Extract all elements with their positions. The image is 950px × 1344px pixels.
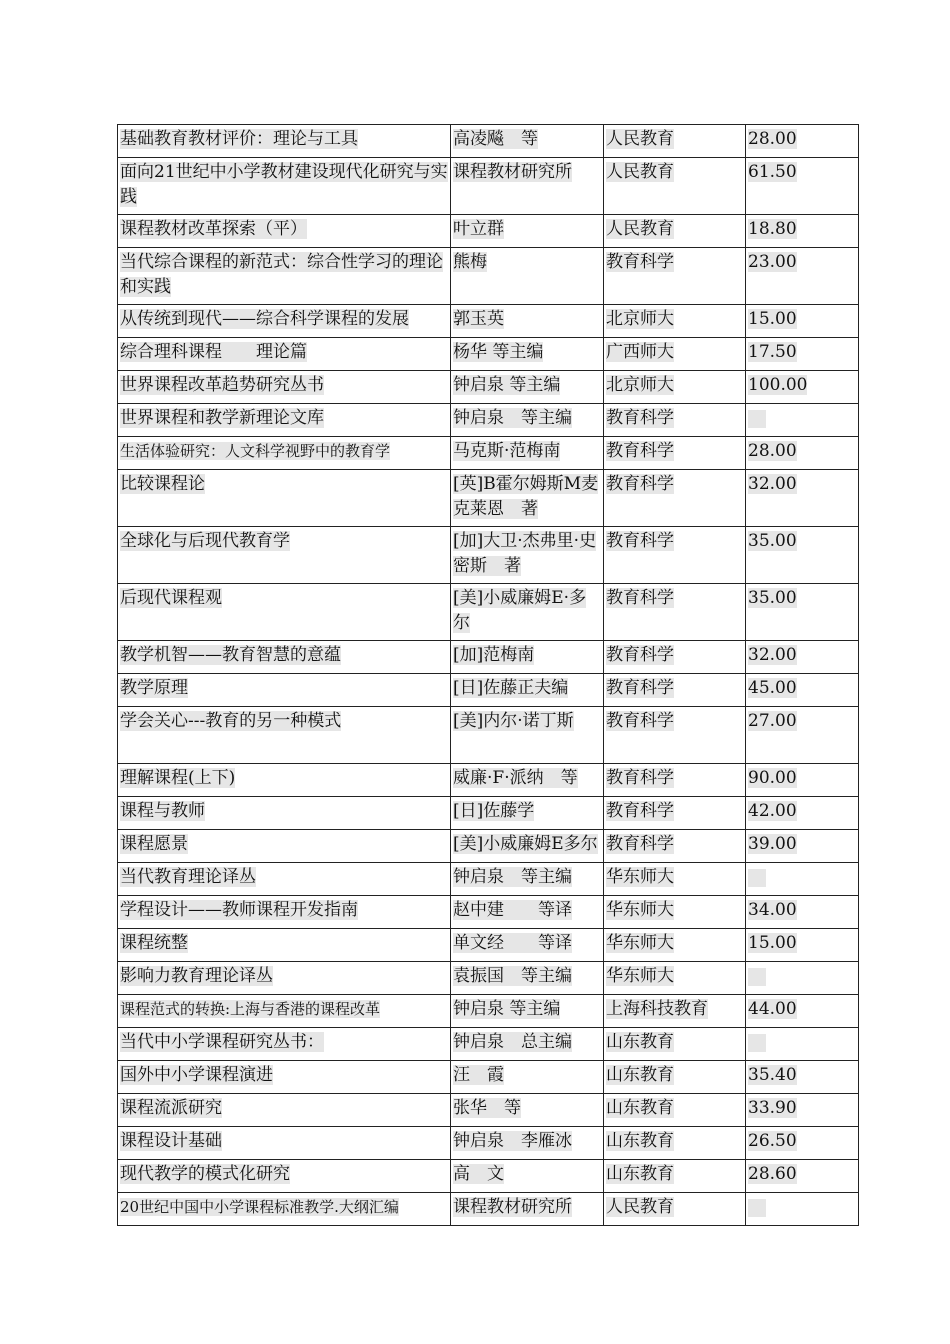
publisher-text: 教育科学 — [606, 645, 674, 665]
price-cell — [746, 215, 859, 248]
table-row — [118, 404, 859, 437]
publisher-cell — [604, 1193, 746, 1226]
author-text: 张华 等 — [453, 1098, 521, 1118]
book-title-text: 理解课程(上下) — [120, 768, 236, 788]
publisher-cell — [604, 215, 746, 248]
price-text: 33.90 — [748, 1098, 797, 1118]
author-text: 钟启泉 等主编 — [453, 375, 561, 395]
book-title-cell — [118, 371, 451, 404]
author-cell — [451, 995, 604, 1028]
price-cell — [746, 248, 859, 305]
publisher-text: 人民教育 — [606, 162, 674, 182]
author-text: 熊梅 — [453, 252, 487, 272]
author-cell — [451, 1160, 604, 1193]
book-title-text: 综合理科课程 理论篇 — [120, 342, 307, 362]
table-row — [118, 764, 859, 797]
price-cell — [746, 1160, 859, 1193]
author-cell — [451, 371, 604, 404]
publisher-cell — [604, 584, 746, 641]
price-cell — [746, 929, 859, 962]
publisher-text: 山东教育 — [606, 1032, 674, 1052]
publisher-text: 北京师大 — [606, 375, 674, 395]
publisher-text: 教育科学 — [606, 408, 674, 428]
publisher-cell — [604, 863, 746, 896]
book-title-cell — [118, 641, 451, 674]
publisher-cell — [604, 1127, 746, 1160]
price-cell — [746, 338, 859, 371]
price-text: 42.00 — [748, 801, 797, 821]
author-text: 高 文 — [453, 1164, 504, 1184]
book-title-cell — [118, 674, 451, 707]
author-cell — [451, 674, 604, 707]
publisher-text: 教育科学 — [606, 834, 674, 854]
book-title-cell — [118, 437, 451, 470]
table-row — [118, 248, 859, 305]
book-title-cell — [118, 764, 451, 797]
publisher-cell — [604, 371, 746, 404]
price-text: 34.00 — [748, 900, 797, 920]
book-title-cell — [118, 1160, 451, 1193]
publisher-cell — [604, 830, 746, 863]
book-title-cell — [118, 1028, 451, 1061]
book-title-text: 教学原理 — [120, 678, 188, 698]
book-title-text: 课程范式的转换:上海与香港的课程改革 — [120, 1000, 381, 1018]
price-text: 39.00 — [748, 834, 797, 854]
price-cell — [746, 470, 859, 527]
price-cell — [746, 797, 859, 830]
author-text: 汪 霞 — [453, 1065, 504, 1085]
book-title-cell — [118, 797, 451, 830]
price-text — [748, 968, 766, 986]
author-text: 高凌飚 等 — [453, 129, 538, 149]
book-title-text: 生活体验研究：人文科学视野中的教育学 — [120, 442, 391, 460]
author-cell — [451, 527, 604, 584]
book-title-text: 当代教育理论译丛 — [120, 867, 256, 887]
book-title-text: 后现代课程观 — [120, 588, 222, 608]
publisher-cell — [604, 962, 746, 995]
book-title-cell — [118, 1193, 451, 1226]
publisher-text: 教育科学 — [606, 531, 674, 551]
book-title-text: 全球化与后现代教育学 — [120, 531, 290, 551]
author-text: [日]佐藤学 — [453, 801, 535, 821]
publisher-text: 教育科学 — [606, 441, 674, 461]
author-text: 钟启泉 等主编 — [453, 999, 561, 1019]
publisher-cell — [604, 125, 746, 158]
price-cell — [746, 1094, 859, 1127]
book-title-cell — [118, 962, 451, 995]
book-title-cell — [118, 863, 451, 896]
price-text: 32.00 — [748, 645, 797, 665]
price-cell — [746, 371, 859, 404]
publisher-text: 北京师大 — [606, 309, 674, 329]
table-row — [118, 995, 859, 1028]
table-row — [118, 641, 859, 674]
author-cell — [451, 248, 604, 305]
publisher-cell — [604, 1160, 746, 1193]
book-title-cell — [118, 584, 451, 641]
price-cell — [746, 641, 859, 674]
price-cell — [746, 584, 859, 641]
book-title-cell — [118, 929, 451, 962]
author-text: 赵中建 等译 — [453, 900, 572, 920]
book-title-cell — [118, 338, 451, 371]
author-cell — [451, 1061, 604, 1094]
author-cell — [451, 896, 604, 929]
author-text: 威廉·F·派纳 等 — [453, 768, 578, 788]
author-cell — [451, 764, 604, 797]
price-cell — [746, 896, 859, 929]
publisher-text: 教育科学 — [606, 252, 674, 272]
publisher-cell — [604, 641, 746, 674]
author-cell — [451, 1028, 604, 1061]
price-text — [748, 869, 766, 887]
publisher-cell — [604, 527, 746, 584]
publisher-text: 教育科学 — [606, 801, 674, 821]
publisher-cell — [604, 437, 746, 470]
price-cell — [746, 437, 859, 470]
table-row — [118, 527, 859, 584]
price-text: 61.50 — [748, 162, 797, 182]
publisher-text: 教育科学 — [606, 678, 674, 698]
book-title-text: 国外中小学课程演进 — [120, 1065, 273, 1085]
author-cell — [451, 404, 604, 437]
price-text: 18.80 — [748, 219, 797, 239]
author-text: 郭玉英 — [453, 309, 504, 329]
publisher-cell — [604, 248, 746, 305]
book-title-cell — [118, 125, 451, 158]
book-title-text: 课程愿景 — [120, 834, 188, 854]
publisher-text: 教育科学 — [606, 474, 674, 494]
book-title-cell — [118, 248, 451, 305]
publisher-cell — [604, 305, 746, 338]
price-text: 44.00 — [748, 999, 797, 1019]
author-cell — [451, 470, 604, 527]
author-text: [加]范梅南 — [453, 645, 535, 665]
author-cell — [451, 338, 604, 371]
book-title-text: 比较课程论 — [120, 474, 205, 494]
price-text: 23.00 — [748, 252, 797, 272]
author-cell — [451, 584, 604, 641]
author-text: [日]佐藤正夫编 — [453, 678, 569, 698]
author-text: 袁振国 等主编 — [453, 966, 572, 986]
author-text: 课程教材研究所 — [453, 162, 572, 182]
table-row — [118, 896, 859, 929]
author-cell — [451, 707, 604, 764]
book-title-cell — [118, 404, 451, 437]
price-text: 28.00 — [748, 129, 797, 149]
publisher-cell — [604, 470, 746, 527]
table-row — [118, 929, 859, 962]
table-row — [118, 125, 859, 158]
book-title-text: 20世纪中国中小学课程标准教学.大纲汇编 — [120, 1198, 399, 1216]
table-row — [118, 1160, 859, 1193]
price-text: 28.60 — [748, 1164, 797, 1184]
table-row — [118, 1061, 859, 1094]
book-title-cell — [118, 215, 451, 248]
publisher-cell — [604, 1028, 746, 1061]
table-row — [118, 1127, 859, 1160]
price-text: 28.00 — [748, 441, 797, 461]
author-text: [美]内尔·诺丁斯 — [453, 711, 574, 731]
publisher-text: 教育科学 — [606, 711, 674, 731]
publisher-text: 教育科学 — [606, 768, 674, 788]
table-row — [118, 962, 859, 995]
author-text: 课程教材研究所 — [453, 1197, 572, 1217]
price-text: 35.40 — [748, 1065, 797, 1085]
price-text: 27.00 — [748, 711, 797, 731]
price-cell — [746, 863, 859, 896]
publisher-text: 上海科技教育 — [606, 999, 708, 1019]
author-cell — [451, 1193, 604, 1226]
price-cell — [746, 707, 859, 764]
publisher-text: 山东教育 — [606, 1164, 674, 1184]
table-row — [118, 1094, 859, 1127]
author-text: 单文经 等译 — [453, 933, 572, 953]
author-cell — [451, 962, 604, 995]
price-text: 45.00 — [748, 678, 797, 698]
table-row — [118, 830, 859, 863]
price-cell — [746, 158, 859, 215]
book-title-text: 课程与教师 — [120, 801, 205, 821]
price-cell — [746, 1028, 859, 1061]
table-row — [118, 215, 859, 248]
publisher-cell — [604, 995, 746, 1028]
book-title-text: 现代教学的模式化研究 — [120, 1164, 290, 1184]
book-title-text: 课程教材改革探索（平） — [120, 219, 307, 239]
price-cell — [746, 764, 859, 797]
book-title-cell — [118, 305, 451, 338]
price-cell — [746, 995, 859, 1028]
publisher-cell — [604, 338, 746, 371]
author-cell — [451, 1094, 604, 1127]
author-text: 叶立群 — [453, 219, 504, 239]
book-title-text: 从传统到现代——综合科学课程的发展 — [120, 309, 409, 329]
author-text: 钟启泉 等主编 — [453, 867, 572, 887]
publisher-text: 人民教育 — [606, 1197, 674, 1217]
book-title-text: 面向21世纪中小学教材建设现代化研究与实践 — [120, 162, 448, 207]
table-row — [118, 863, 859, 896]
publisher-cell — [604, 404, 746, 437]
publisher-cell — [604, 896, 746, 929]
author-text: 钟启泉 李雁冰 — [453, 1131, 572, 1151]
price-cell — [746, 1193, 859, 1226]
price-cell — [746, 404, 859, 437]
table-row — [118, 305, 859, 338]
price-text — [748, 410, 766, 428]
table-row — [118, 1193, 859, 1226]
book-title-cell — [118, 1127, 451, 1160]
book-title-cell — [118, 158, 451, 215]
price-text: 100.00 — [748, 375, 808, 395]
table-row — [118, 797, 859, 830]
price-text: 32.00 — [748, 474, 797, 494]
table-row — [118, 470, 859, 527]
author-cell — [451, 863, 604, 896]
price-text: 15.00 — [748, 933, 797, 953]
book-title-text: 当代综合课程的新范式：综合性学习的理论和实践 — [120, 252, 443, 297]
publisher-cell — [604, 158, 746, 215]
book-title-text: 学程设计——教师课程开发指南 — [120, 900, 358, 920]
book-title-cell — [118, 830, 451, 863]
publisher-cell — [604, 929, 746, 962]
price-cell — [746, 1061, 859, 1094]
price-cell — [746, 527, 859, 584]
author-text: [美]小威廉姆E多尔 — [453, 834, 598, 854]
author-text: 钟启泉 总主编 — [453, 1032, 572, 1052]
price-text: 17.50 — [748, 342, 797, 362]
publisher-text: 华东师大 — [606, 966, 674, 986]
book-title-text: 课程流派研究 — [120, 1098, 222, 1118]
price-cell — [746, 125, 859, 158]
author-text: [英]B霍尔姆斯M麦克莱恩 著 — [453, 474, 599, 519]
book-list-table — [117, 124, 859, 1226]
author-cell — [451, 830, 604, 863]
author-text: 钟启泉 等主编 — [453, 408, 572, 428]
price-text: 90.00 — [748, 768, 797, 788]
author-cell — [451, 641, 604, 674]
table-row — [118, 584, 859, 641]
book-title-text: 影响力教育理论译丛 — [120, 966, 273, 986]
publisher-text: 山东教育 — [606, 1098, 674, 1118]
table-row — [118, 158, 859, 215]
book-title-text: 基础教育教材评价：理论与工具 — [120, 129, 358, 149]
author-cell — [451, 797, 604, 830]
book-title-text: 课程统整 — [120, 933, 188, 953]
publisher-cell — [604, 797, 746, 830]
price-cell — [746, 674, 859, 707]
publisher-cell — [604, 1061, 746, 1094]
publisher-cell — [604, 764, 746, 797]
book-title-text: 世界课程和教学新理论文库 — [120, 408, 324, 428]
price-cell — [746, 1127, 859, 1160]
publisher-cell — [604, 674, 746, 707]
book-title-cell — [118, 995, 451, 1028]
price-text — [748, 1199, 766, 1217]
price-cell — [746, 962, 859, 995]
publisher-text: 华东师大 — [606, 867, 674, 887]
price-cell — [746, 305, 859, 338]
book-title-cell — [118, 1094, 451, 1127]
book-title-text: 当代中小学课程研究丛书： — [120, 1032, 324, 1052]
publisher-text: 华东师大 — [606, 900, 674, 920]
author-cell — [451, 1127, 604, 1160]
table-row — [118, 338, 859, 371]
author-cell — [451, 305, 604, 338]
author-text: 马克斯·范梅南 — [453, 441, 561, 461]
publisher-text: 广西师大 — [606, 342, 674, 362]
table-row — [118, 1028, 859, 1061]
book-title-cell — [118, 470, 451, 527]
publisher-text: 人民教育 — [606, 129, 674, 149]
price-cell — [746, 830, 859, 863]
publisher-text: 人民教育 — [606, 219, 674, 239]
author-text: [美]小威廉姆E·多尔 — [453, 588, 587, 633]
publisher-text: 教育科学 — [606, 588, 674, 608]
price-text: 15.00 — [748, 309, 797, 329]
price-text: 26.50 — [748, 1131, 797, 1151]
publisher-cell — [604, 707, 746, 764]
book-title-text: 课程设计基础 — [120, 1131, 222, 1151]
price-text — [748, 1034, 766, 1052]
author-cell — [451, 437, 604, 470]
table-body — [118, 125, 859, 1226]
author-cell — [451, 929, 604, 962]
book-title-cell — [118, 527, 451, 584]
author-text: 杨华 等主编 — [453, 342, 544, 362]
book-title-cell — [118, 896, 451, 929]
author-cell — [451, 158, 604, 215]
book-title-cell — [118, 1061, 451, 1094]
price-text: 35.00 — [748, 588, 797, 608]
table-row — [118, 707, 859, 764]
publisher-text: 山东教育 — [606, 1131, 674, 1151]
table-row — [118, 437, 859, 470]
publisher-text: 华东师大 — [606, 933, 674, 953]
book-title-cell — [118, 707, 451, 764]
author-text: [加]大卫·杰弗里·史密斯 著 — [453, 531, 597, 576]
table-row — [118, 371, 859, 404]
publisher-cell — [604, 1094, 746, 1127]
book-title-text: 学会关心---教育的另一种模式 — [120, 711, 342, 731]
book-title-text: 世界课程改革趋势研究丛书 — [120, 375, 324, 395]
author-cell — [451, 215, 604, 248]
table-row — [118, 674, 859, 707]
author-cell — [451, 125, 604, 158]
publisher-text: 山东教育 — [606, 1065, 674, 1085]
book-title-text: 教学机智——教育智慧的意蕴 — [120, 645, 341, 665]
price-text: 35.00 — [748, 531, 797, 551]
